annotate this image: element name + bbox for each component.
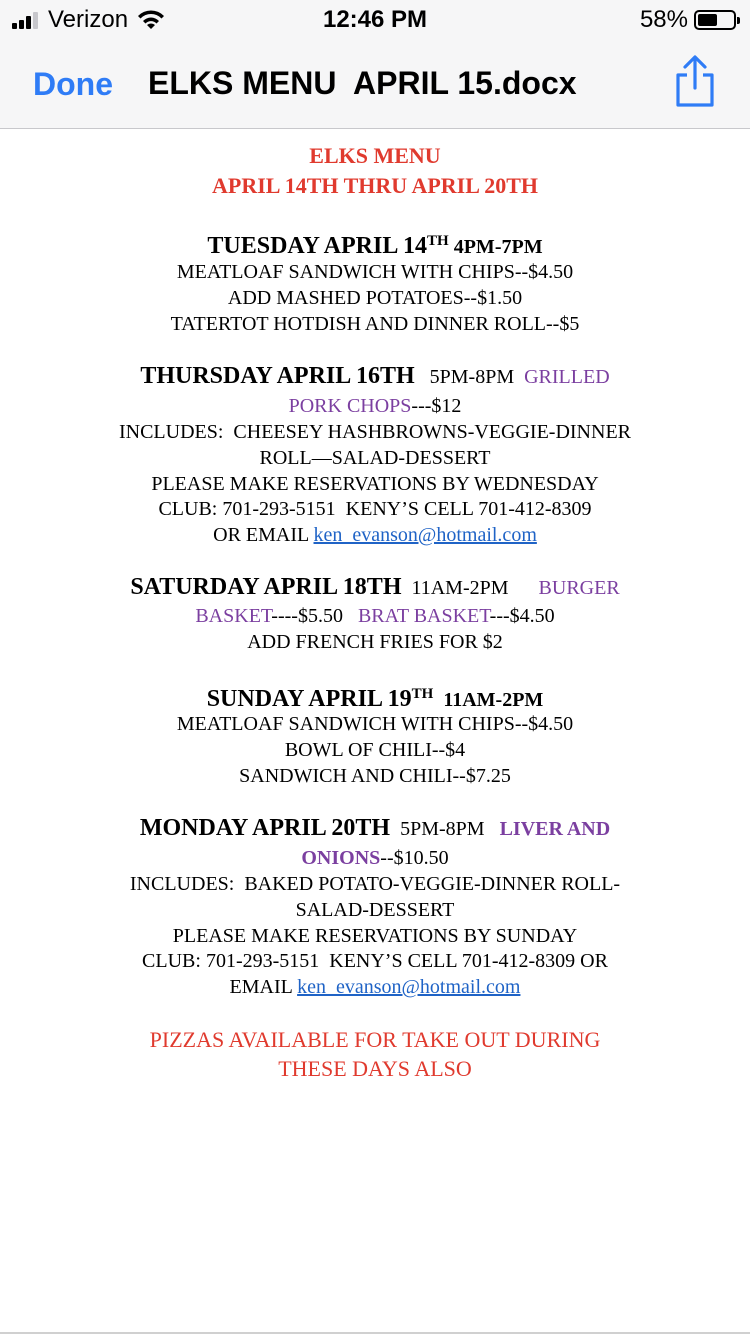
menu-line: ADD FRENCH FRIES FOR $2 bbox=[247, 631, 503, 653]
thursday-special-line bbox=[0, 393, 750, 419]
special-label: ONIONS bbox=[301, 847, 381, 869]
battery-percent: 58% bbox=[639, 6, 688, 33]
tuesday-heading bbox=[0, 228, 750, 260]
share-button[interactable] bbox=[672, 54, 718, 110]
document-content bbox=[0, 129, 750, 1334]
navigation-bar bbox=[0, 40, 750, 129]
menu-item: TATERTOT HOTDISH AND DINNER ROLL--$5 bbox=[170, 313, 580, 335]
menu-item: SANDWICH AND CHILI--$7.25 bbox=[239, 765, 511, 787]
hours-label: 4PM-7PM bbox=[448, 236, 543, 258]
status-right bbox=[640, 6, 736, 34]
carrier-name: Verizon bbox=[48, 6, 129, 33]
special-label: BASKET bbox=[195, 605, 272, 627]
menu-date-range: APRIL 14TH THRU APRIL 20TH bbox=[212, 173, 538, 198]
email-prefix: EMAIL bbox=[229, 976, 298, 998]
day-label: SUNDAY APRIL 19 bbox=[206, 686, 412, 712]
menu-title: ELKS MENU bbox=[309, 143, 441, 168]
menu-line: SALAD-DESSERT bbox=[295, 899, 455, 921]
clock: 12:46 PM bbox=[322, 6, 428, 33]
hours-label: 11AM-2PM bbox=[401, 577, 539, 599]
day-label: TUESDAY APRIL 14 bbox=[207, 233, 428, 259]
pizza-note: THESE DAYS ALSO bbox=[278, 1056, 472, 1081]
sunday-heading bbox=[0, 681, 750, 713]
day-label: THURSDAY APRIL 16TH bbox=[140, 363, 415, 389]
day-suffix: TH bbox=[427, 233, 449, 249]
document-title: ELKS MENU APRIL 15.docx bbox=[148, 65, 577, 101]
price-label: --$10.50 bbox=[380, 847, 449, 869]
day-label: MONDAY APRIL 20TH bbox=[139, 815, 391, 841]
menu-item: MEATLOAF SANDWICH WITH CHIPS--$4.50 bbox=[176, 713, 574, 735]
thursday-heading bbox=[0, 363, 750, 390]
menu-line: ROLL—SALAD-DESSERT bbox=[259, 447, 491, 469]
email-link[interactable]: ken_evanson@hotmail.com bbox=[313, 524, 537, 546]
price-label: ----$5.50 bbox=[271, 605, 358, 627]
saturday-special-line bbox=[0, 603, 750, 629]
menu-line: INCLUDES: BAKED POTATO-VEGGIE-DINNER ROLL- bbox=[129, 873, 621, 895]
menu-line: PLEASE MAKE RESERVATIONS BY SUNDAY bbox=[172, 925, 578, 947]
email-prefix: OR EMAIL bbox=[213, 524, 314, 546]
monday-special-line bbox=[0, 845, 750, 871]
hours-label: 5PM-8PM bbox=[414, 366, 525, 388]
menu-line: PLEASE MAKE RESERVATIONS BY WEDNESDAY bbox=[151, 473, 599, 495]
day-suffix: TH bbox=[411, 686, 434, 702]
battery-icon bbox=[694, 10, 736, 30]
menu-item: MEATLOAF SANDWICH WITH CHIPS--$4.50 bbox=[176, 261, 574, 283]
menu-item: ADD MASHED POTATOES--$1.50 bbox=[227, 287, 523, 309]
special-label: BRAT BASKET bbox=[357, 605, 490, 627]
price-label: ---$12 bbox=[411, 395, 462, 417]
pizza-note: PIZZAS AVAILABLE FOR TAKE OUT DURING bbox=[149, 1027, 601, 1052]
menu-line: CLUB: 701-293-5151 KENY’S CELL 701-412-8309 OR bbox=[142, 950, 608, 972]
email-line bbox=[0, 522, 750, 548]
day-label: SATURDAY APRIL 18TH bbox=[130, 574, 402, 600]
hours-label: 11AM-2PM bbox=[433, 689, 544, 711]
menu-line: CLUB: 701-293-5151 KENY’S CELL 701-412-8309 bbox=[158, 498, 592, 520]
share-icon bbox=[672, 54, 718, 110]
menu-item: BOWL OF CHILI--$4 bbox=[284, 739, 466, 761]
done-button[interactable]: Done bbox=[33, 66, 113, 102]
email-line bbox=[0, 974, 750, 1000]
hours-label: 5PM-8PM bbox=[390, 818, 500, 840]
menu-line: INCLUDES: CHEESEY HASHBROWNS-VEGGIE-DINNER bbox=[118, 421, 631, 443]
special-label: LIVER AND bbox=[499, 818, 611, 840]
email-link[interactable]: ken_evanson@hotmail.com bbox=[297, 976, 521, 998]
monday-heading bbox=[0, 815, 750, 842]
saturday-heading bbox=[0, 574, 750, 601]
price-label: ---$4.50 bbox=[489, 605, 555, 627]
status-bar bbox=[0, 0, 750, 40]
special-label: BURGER bbox=[538, 577, 620, 599]
special-label: PORK CHOPS bbox=[288, 395, 412, 417]
special-label: GRILLED bbox=[524, 366, 610, 388]
